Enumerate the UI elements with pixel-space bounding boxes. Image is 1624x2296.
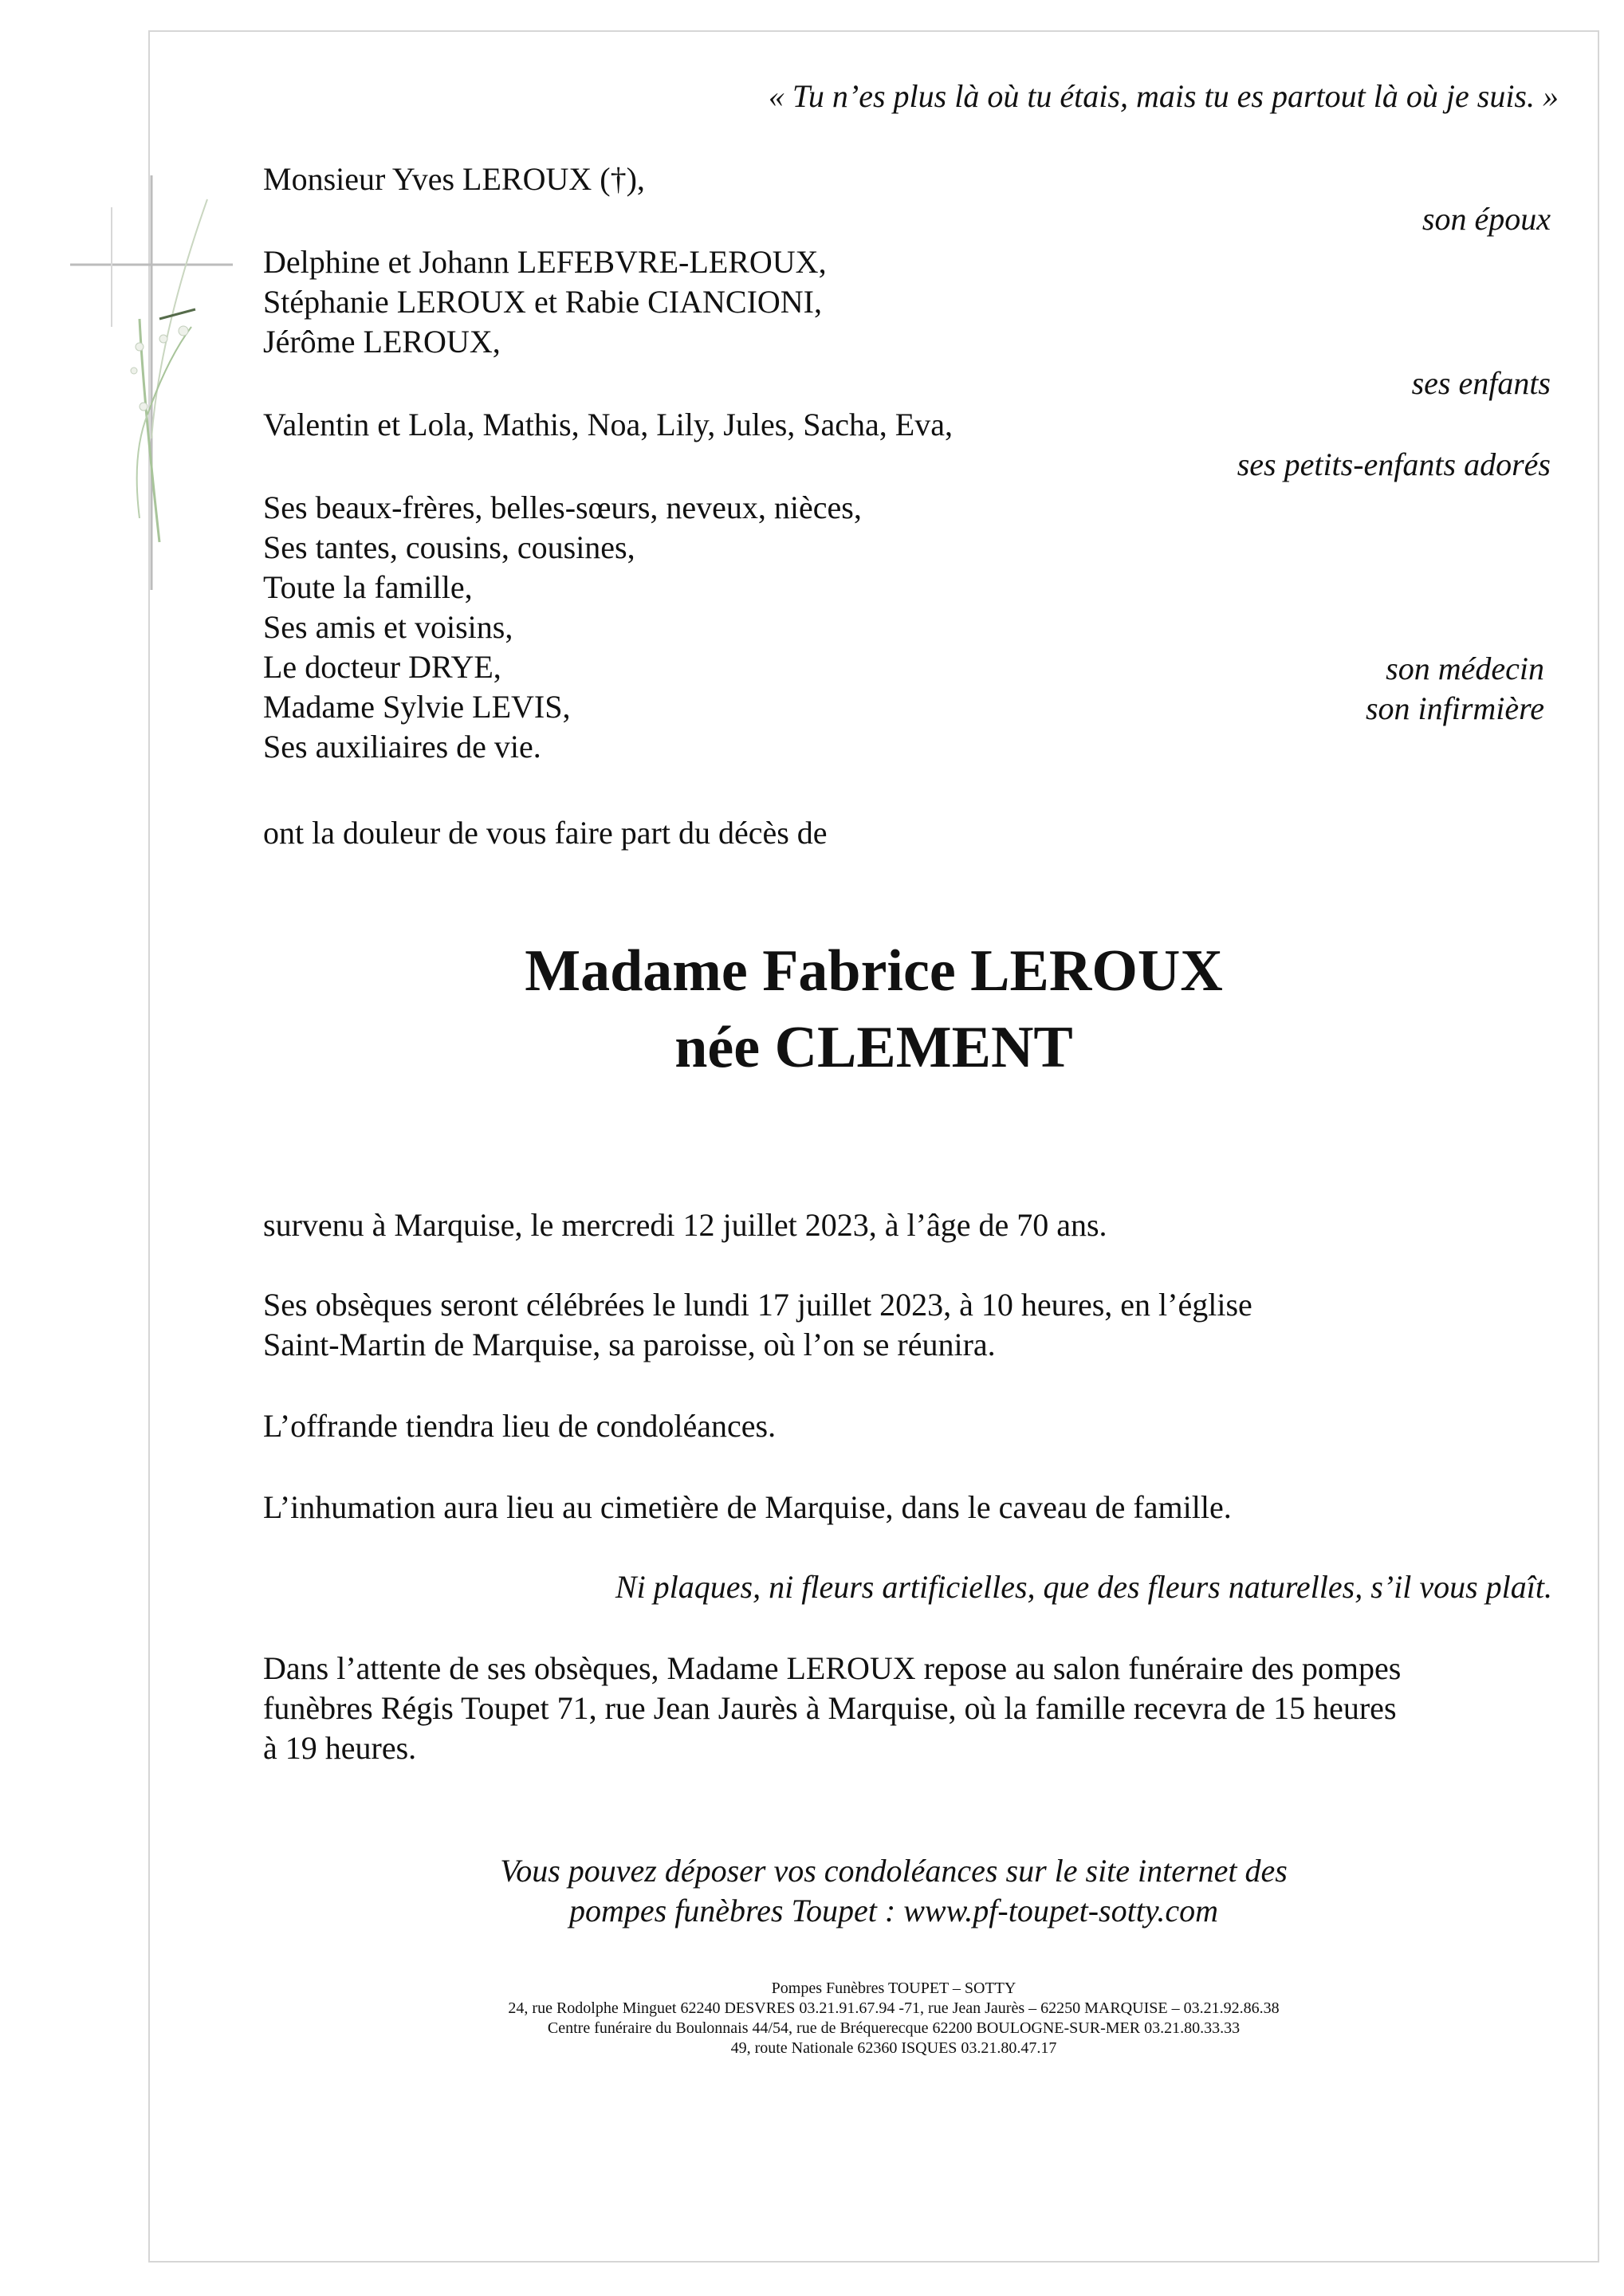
footer-address-line: 49, route Nationale 62360 ISQUES 03.21.80.47.17 xyxy=(730,2039,1057,2057)
deceased-maiden-name: née CLEMENT xyxy=(674,1015,1073,1080)
flowers-note: Ni plaques, ni fleurs artificielles, que des fleurs naturelles, s’il vous plaît. xyxy=(615,1569,1552,1605)
footer-address-line: Centre funéraire du Boulonnais 44/54, rue de Bréquerecque 62200 BOULOGNE-SUR-MER 03.21.80.33.33 xyxy=(547,2019,1241,2037)
footer-address-line: 24, rue Rodolphe Minguet 62240 DESVRES 03.21.91.67.94 -71, rue Jean Jaurès – 62250 MARQUISE – 03.21.92.86.38 xyxy=(508,1999,1280,2017)
deceased-name: Madame Fabrice LEROUX xyxy=(525,938,1223,1004)
funeral-paragraph xyxy=(263,1285,1252,1365)
others-line: Ses amis et voisins, xyxy=(263,609,513,645)
epigraph: « Tu n’es plus là où tu étais, mais tu es partout là où je suis. » xyxy=(768,78,1559,114)
others-line: Madame Sylvie LEVIS, xyxy=(263,689,571,725)
doctor-role: son médecin xyxy=(1386,651,1544,686)
others-line: Le docteur DRYE, xyxy=(263,649,501,685)
husband-role: son époux xyxy=(1421,201,1551,237)
child-line: Stéphanie LEROUX et Rabie CIANCIONI, xyxy=(263,284,822,320)
others-list xyxy=(263,488,862,767)
grandchildren-line: Valentin et Lola, Mathis, Noa, Lily, Jules, Sacha, Eva, xyxy=(263,407,953,442)
funeral-home-footer xyxy=(148,1979,1624,2058)
others-line: Toute la famille, xyxy=(263,569,473,605)
others-line: Ses beaux-frères, belles-sœurs, neveux, nièces, xyxy=(263,489,862,525)
others-line: Ses tantes, cousins, cousines, xyxy=(263,529,635,565)
rest-line: Dans l’attente de ses obsèques, Madame LEROUX repose au salon funéraire des pompes xyxy=(263,1650,1402,1686)
others-line: Ses auxiliaires de vie. xyxy=(263,729,541,765)
funeral-line: Ses obsèques seront célébrées le lundi 17 juillet 2023, à 10 heures, en l’église xyxy=(263,1287,1252,1323)
funeral-line: Saint-Martin de Marquise, sa paroisse, où l’on se réunira. xyxy=(263,1327,996,1362)
rest-line: funèbres Régis Toupet 71, rue Jean Jaurès à Marquise, où la famille recevra de 15 heures xyxy=(263,1690,1397,1726)
husband-line: Monsieur Yves LEROUX (†), xyxy=(263,161,645,197)
deceased-block xyxy=(148,933,1599,1086)
footer-company: Pompes Funèbres TOUPET – SOTTY xyxy=(771,1980,1016,1997)
rest-line: à 19 heures. xyxy=(263,1730,417,1766)
death-line: survenu à Marquise, le mercredi 12 juillet 2023, à l’âge de 70 ans. xyxy=(263,1207,1107,1243)
offering-line: L’offrande tiendra lieu de condoléances. xyxy=(263,1408,777,1444)
nurse-role: son infirmière xyxy=(1365,690,1544,726)
announcement: ont la douleur de vous faire part du décès de xyxy=(263,815,828,851)
child-line: Jérôme LEROUX, xyxy=(263,324,501,360)
children-role: ses enfants xyxy=(1411,365,1551,401)
condolences-line: Vous pouvez déposer vos condoléances sur le site internet des xyxy=(500,1853,1288,1889)
rest-paragraph xyxy=(263,1649,1401,1768)
condolences-note xyxy=(148,1851,1624,1931)
grandchildren-role: ses petits-enfants adorés xyxy=(1237,446,1551,482)
burial-line: L’inhumation aura lieu au cimetière de Marquise, dans le caveau de famille. xyxy=(263,1489,1232,1525)
cross-flower-icon xyxy=(64,175,271,606)
condolences-line: pompes funèbres Toupet : www.pf-toupet-sotty.com xyxy=(568,1893,1219,1928)
children-list xyxy=(263,242,827,362)
child-line: Delphine et Johann LEFEBVRE-LEROUX, xyxy=(263,244,827,280)
